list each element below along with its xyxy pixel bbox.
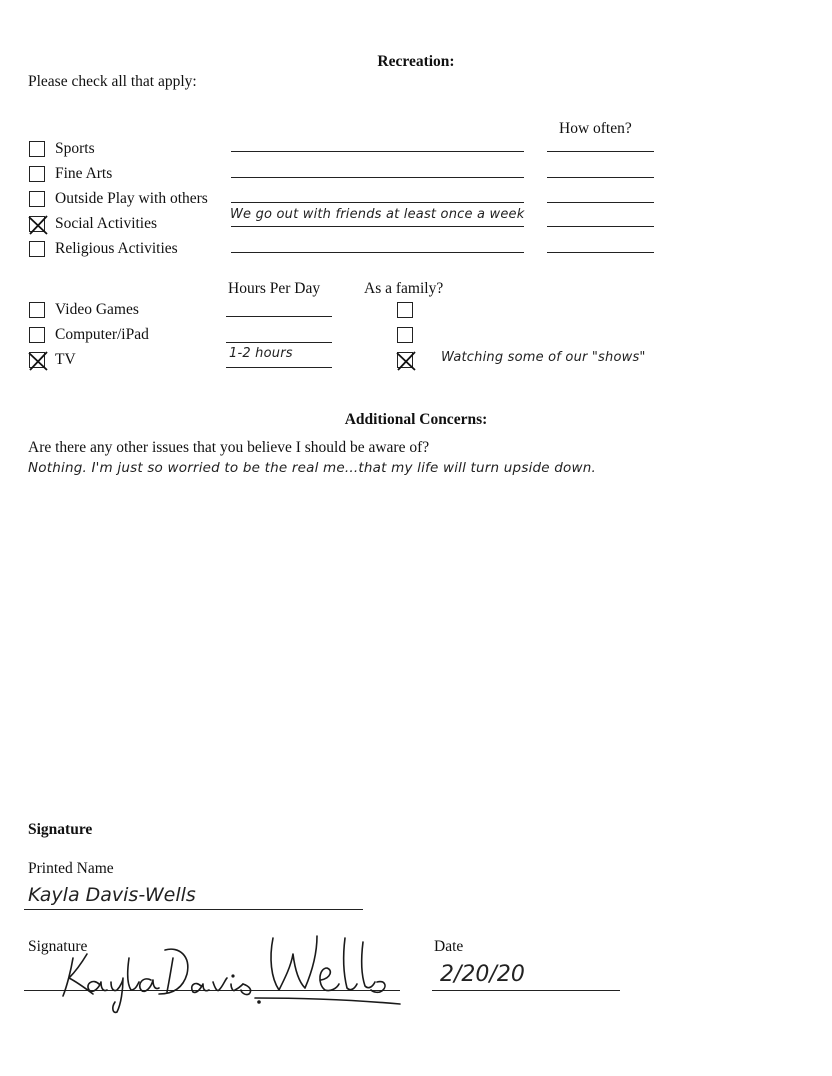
activity-label: Religious Activities xyxy=(55,240,178,257)
screen-checkbox[interactable] xyxy=(29,352,45,368)
activity-checkbox[interactable] xyxy=(29,141,45,157)
recreation-instruction: Please check all that apply: xyxy=(28,73,197,90)
activity-label: Sports xyxy=(55,140,95,157)
activity-frequency-line[interactable] xyxy=(547,177,654,178)
printed-name-line xyxy=(24,909,363,910)
hours-value: 1-2 hours xyxy=(229,346,293,361)
concerns-question: Are there any other issues that you believe I should be aware of? xyxy=(28,439,430,456)
hours-per-day-header: Hours Per Day xyxy=(228,280,321,297)
activity-label: Fine Arts xyxy=(55,165,113,182)
activity-detail-line[interactable] xyxy=(231,252,524,253)
date-line xyxy=(432,990,620,991)
handwritten-signature[interactable] xyxy=(55,928,405,1018)
hours-line[interactable] xyxy=(226,367,332,368)
signature-heading: Signature xyxy=(28,821,93,838)
activity-label: Social Activities xyxy=(55,215,158,232)
family-note: Watching some of our "shows" xyxy=(441,350,646,365)
signature-label: Signature xyxy=(28,938,88,955)
hours-line[interactable] xyxy=(226,342,332,343)
date-value[interactable]: 2/20/20 xyxy=(440,962,525,987)
activity-detail-line[interactable] xyxy=(231,151,524,152)
family-checkbox[interactable] xyxy=(397,327,413,343)
activity-frequency-line[interactable] xyxy=(547,151,654,152)
activity-checkbox[interactable] xyxy=(29,216,45,232)
printed-name-label: Printed Name xyxy=(28,860,114,877)
how-often-header: How often? xyxy=(559,120,632,137)
as-a-family-header: As a family? xyxy=(364,280,444,297)
printed-name-value[interactable]: Kayla Davis-Wells xyxy=(28,884,196,906)
activity-checkbox[interactable] xyxy=(29,166,45,182)
activity-frequency-line[interactable] xyxy=(547,202,654,203)
screen-label: Video Games xyxy=(55,301,139,318)
family-checkbox[interactable] xyxy=(397,352,413,368)
activity-frequency-line[interactable] xyxy=(547,226,654,227)
screen-label: Computer/iPad xyxy=(55,326,149,343)
concerns-answer[interactable]: Nothing. I'm just so worried to be the real me...that my life will turn upside down. xyxy=(28,460,596,476)
activity-frequency-line[interactable] xyxy=(547,252,654,253)
activity-checkbox[interactable] xyxy=(29,241,45,257)
concerns-heading: Additional Concerns: xyxy=(344,411,488,428)
family-checkbox[interactable] xyxy=(397,302,413,318)
hours-line[interactable] xyxy=(226,316,332,317)
activity-detail: We go out with friends at least once a week xyxy=(230,207,525,222)
date-label: Date xyxy=(434,938,464,955)
activity-detail-line[interactable] xyxy=(231,202,524,203)
activity-checkbox[interactable] xyxy=(29,191,45,207)
recreation-heading: Recreation: xyxy=(377,53,455,70)
screen-checkbox[interactable] xyxy=(29,302,45,318)
screen-label: TV xyxy=(55,351,76,368)
activity-label: Outside Play with others xyxy=(55,190,208,207)
activity-detail-line[interactable] xyxy=(231,177,524,178)
activity-detail-line[interactable] xyxy=(231,226,524,227)
screen-checkbox[interactable] xyxy=(29,327,45,343)
